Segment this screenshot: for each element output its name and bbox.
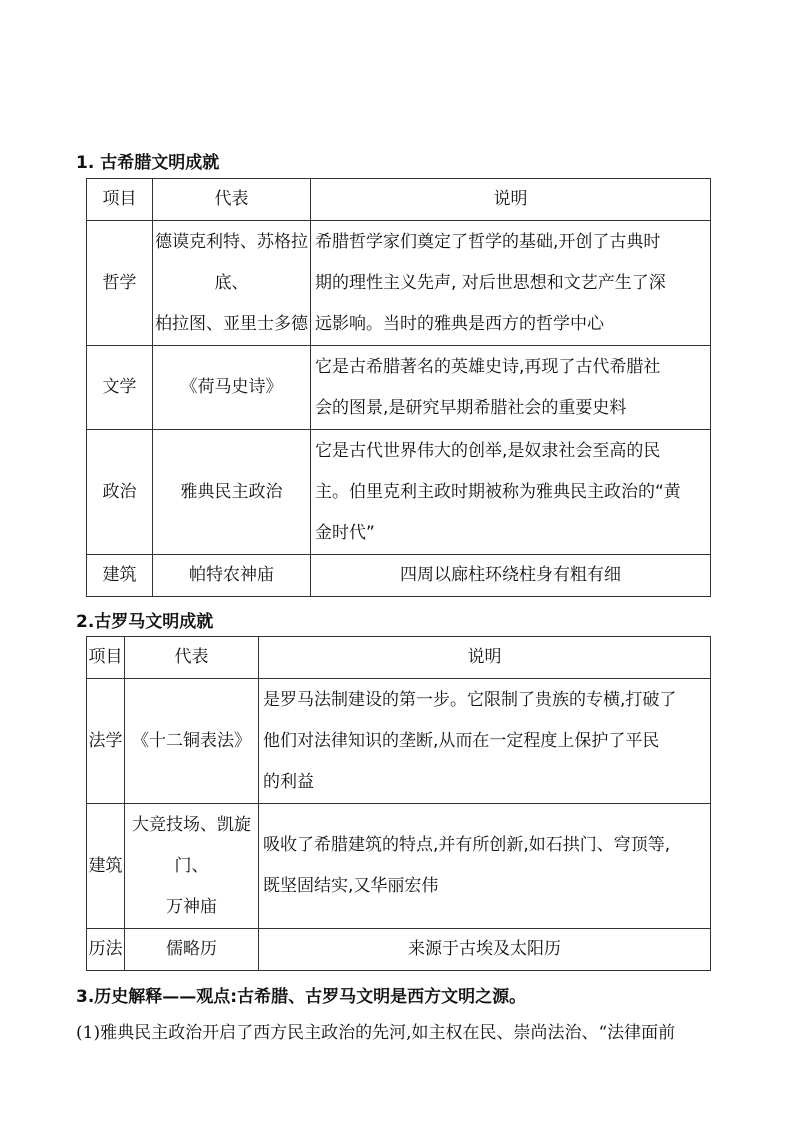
row-description: 来源于古埃及太阳历 — [259, 929, 711, 971]
rome-achievements-table — [86, 636, 711, 971]
row-item: 建筑 — [87, 555, 153, 597]
header-item: 项目 — [87, 637, 125, 679]
table-row — [87, 679, 711, 804]
desc-line: 是罗马法制建设的第一步。它限制了贵族的专横,打破了 — [263, 689, 677, 710]
desc-line: 它是古希腊著名的英雄史诗,再现了古代希腊社 — [315, 356, 661, 377]
row-representative: 雅典民主政治 — [153, 430, 311, 555]
desc-line: 金时代” — [315, 522, 375, 543]
rep-line: 大竞技场、凯旋 — [132, 814, 251, 835]
table-row — [87, 555, 711, 597]
row-representative — [153, 221, 311, 346]
rep-line: 万神庙 — [166, 896, 217, 917]
desc-line: 希腊哲学家们奠定了哲学的基础,开创了古典时 — [315, 231, 661, 252]
row-description — [259, 679, 711, 804]
table-header-row — [87, 179, 711, 221]
row-item: 建筑 — [87, 804, 125, 929]
table-row — [87, 430, 711, 555]
section-3-title: 3.历史解释——观点:古希腊、古罗马文明是西方文明之源。 — [76, 987, 527, 1007]
row-item: 文学 — [87, 346, 153, 430]
row-description — [311, 346, 711, 430]
desc-line: 它是古代世界伟大的创举,是奴隶社会至高的民 — [315, 440, 661, 461]
desc-line: 他们对法律知识的垄断,从而在一定程度上保护了平民 — [263, 730, 660, 751]
row-item: 政治 — [87, 430, 153, 555]
row-description: 四周以廊柱环绕柱身有粗有细 — [311, 555, 711, 597]
row-item: 哲学 — [87, 221, 153, 346]
row-representative: 《十二铜表法》 — [125, 679, 259, 804]
section-2-title: 2.古罗马文明成就 — [76, 612, 214, 632]
header-item: 项目 — [87, 179, 153, 221]
section-3-paragraph: (1)雅典民主政治开启了西方民主政治的先河,如主权在民、崇尚法治、“法律面前 — [76, 1023, 676, 1043]
table-row — [87, 346, 711, 430]
row-representative — [125, 804, 259, 929]
section-1-title: 1. 古希腊文明成就 — [76, 153, 220, 173]
desc-line: 吸收了希腊建筑的特点,并有所创新,如石拱门、穹顶等, — [263, 835, 671, 855]
row-representative: 帕特农神庙 — [153, 555, 311, 597]
table-row — [87, 929, 711, 971]
header-representative: 代表 — [125, 637, 259, 679]
header-representative: 代表 — [153, 179, 311, 221]
desc-line: 主。伯里克利主政时期被称为雅典民主政治的“黄 — [315, 481, 681, 502]
desc-line: 会的图景,是研究早期希腊社会的重要史料 — [315, 397, 627, 418]
row-item: 历法 — [87, 929, 125, 971]
greece-achievements-table — [86, 178, 711, 597]
desc-line: 的利益 — [263, 771, 314, 792]
row-description — [311, 430, 711, 555]
table-header-row — [87, 637, 711, 679]
rep-line: 门、 — [174, 855, 209, 876]
rep-line: 底、 — [214, 272, 249, 293]
header-description: 说明 — [259, 637, 711, 679]
desc-line: 既坚固结实,又华丽宏伟 — [263, 876, 439, 896]
table-row — [87, 804, 711, 929]
rep-line: 柏拉图、亚里士多德 — [155, 313, 308, 334]
desc-line: 期的理性主义先声, 对后世思想和文艺产生了深 — [315, 272, 666, 293]
row-representative: 儒略历 — [125, 929, 259, 971]
header-description: 说明 — [311, 179, 711, 221]
table-row — [87, 221, 711, 346]
desc-line: 远影响。当时的雅典是西方的哲学中心 — [315, 313, 604, 334]
row-description — [311, 221, 711, 346]
row-description — [259, 804, 711, 929]
rep-line: 德谟克利特、苏格拉 — [155, 231, 308, 252]
row-representative: 《荷马史诗》 — [153, 346, 311, 430]
row-item: 法学 — [87, 679, 125, 804]
